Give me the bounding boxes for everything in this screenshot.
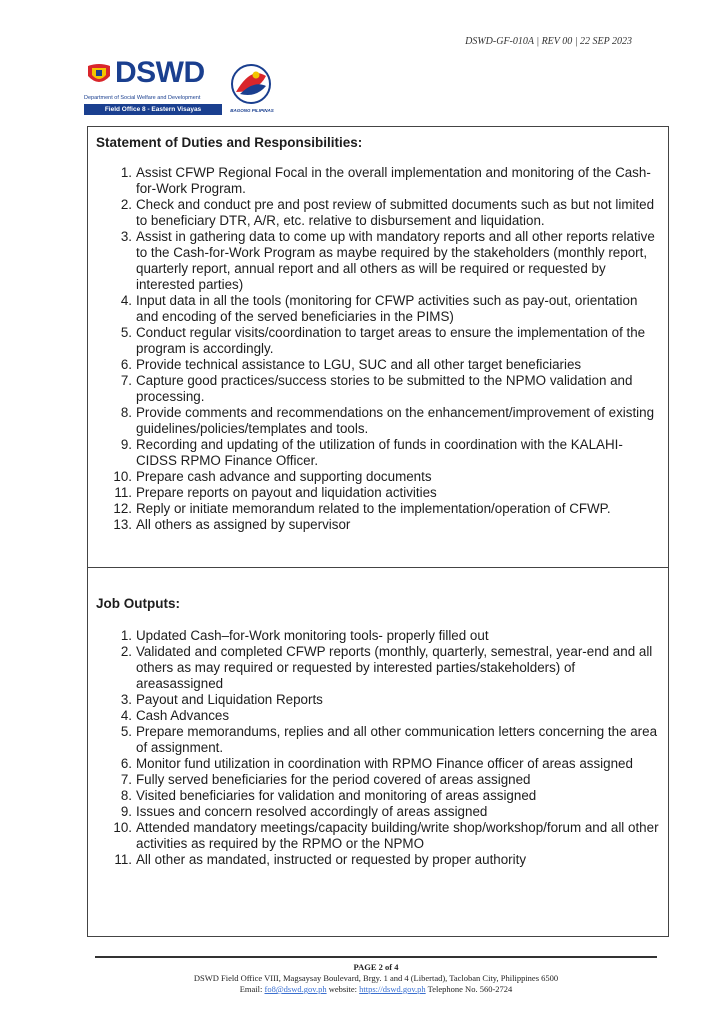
list-item: 12. Reply or initiate memorandum related to the implementation/operation of CFWP. xyxy=(113,501,611,516)
bagong-pilipinas-logo xyxy=(230,62,272,120)
bagong-pilipinas-text: BAGONG PILIPINAS xyxy=(230,108,274,113)
email-link[interactable]: fo8@dswd.gov.ph xyxy=(264,984,327,994)
list-item: 2. Check and conduct pre and post review of submitted documents such as but not limited to beneficiary DTR, A/R, etc. relative to disbursement and liquidation. xyxy=(120,197,655,228)
field-office-label: Field Office 8 - Eastern Visayas xyxy=(84,104,222,115)
list-item: 13. All others as assigned by supervisor xyxy=(113,517,351,532)
list-item: 11. All other as mandated, instructed or requested by proper authority xyxy=(114,852,527,867)
footer xyxy=(95,962,657,995)
outputs-list xyxy=(110,628,662,868)
footer-divider xyxy=(95,956,657,958)
list-item: 4. Input data in all the tools (monitoring for CFWP activities such as pay-out, orientation and encoding of the served beneficiaries in the PIMS) xyxy=(120,293,638,324)
logo-subtitle: Department of Social Welfare and Development xyxy=(84,95,201,101)
list-item: 1. Assist CFWP Regional Focal in the overall implementation and monitoring of the Cash-for-Work Program. xyxy=(120,165,651,196)
logo-wordmark: DSWD xyxy=(115,56,205,89)
outputs-title: Job Outputs: xyxy=(96,596,180,611)
list-item: 3. Payout and Liquidation Reports xyxy=(120,692,323,707)
list-item: 5. Conduct regular visits/coordination to target areas to ensure the implementation of the program is accordingly. xyxy=(120,325,646,356)
list-item: 3. Assist in gathering data to come up with mandatory reports and all other reports relative to the Cash-for-Work Program as maybe required by the stakeholders (monthly report, quarterly report, annual report and all others as will be required or requested by interested parties) xyxy=(120,229,655,292)
document-code: DSWD-GF-010A | REV 00 | 22 SEP 2023 xyxy=(465,36,632,47)
outputs-section xyxy=(87,566,669,937)
list-item: 7. Fully served beneficiaries for the period covered of areas assigned xyxy=(120,772,531,787)
bagong-pilipinas-emblem-icon xyxy=(230,62,272,108)
dswd-logo xyxy=(82,58,222,120)
list-item: 2. Validated and completed CFWP reports (monthly, quarterly, semestral, year-end and all others as may required or requested by interested parties/stakeholders) of areasassigned xyxy=(120,644,653,691)
list-item: 6. Monitor fund utilization in coordination with RPMO Finance officer of areas assigned xyxy=(120,756,633,771)
list-item: 7. Capture good practices/success stories to be submitted to the NPMO validation and processing. xyxy=(120,373,633,404)
list-item: 5. Prepare memorandums, replies and all other communication letters concerning the area of assignment. xyxy=(120,724,658,755)
duties-list xyxy=(110,165,662,533)
dswd-emblem-icon xyxy=(86,62,112,88)
list-item: 4. Cash Advances xyxy=(120,708,230,723)
list-item: 1. Updated Cash–for-Work monitoring tools- properly filled out xyxy=(120,628,489,643)
list-item: 8. Provide comments and recommendations on the enhancement/improvement of existing guidelines/policies/templates and tools. xyxy=(120,405,655,436)
duties-title: Statement of Duties and Responsibilities: xyxy=(96,135,363,150)
duties-section xyxy=(87,126,669,568)
list-item: 9. Issues and concern resolved accordingly of areas assigned xyxy=(120,804,488,819)
list-item: 8. Visited beneficiaries for validation and monitoring of areas assigned xyxy=(120,788,537,803)
website-label: website: xyxy=(328,984,358,994)
list-item: 9. Recording and updating of the utilization of funds in coordination with the KALAHI-CIDSS RPMO Finance Officer. xyxy=(120,437,623,468)
email-label: Email: xyxy=(239,984,263,994)
list-item: 10. Attended mandatory meetings/capacity building/write shop/workshop/forum and all other activities as required by the RPMO or the NPMO xyxy=(113,820,659,851)
list-item: 10. Prepare cash advance and supporting documents xyxy=(113,469,432,484)
list-item: 6. Provide technical assistance to LGU, SUC and all other target beneficiaries xyxy=(120,357,582,372)
telephone: Telephone No. 560-2724 xyxy=(427,984,513,994)
website-link[interactable]: https://dswd.gov.ph xyxy=(359,984,426,994)
footer-address: DSWD Field Office VIII, Magsaysay Boulevard, Brgy. 1 and 4 (Libertad), Tacloban City, Philippines 6500 xyxy=(193,973,559,983)
footer-contact xyxy=(95,984,657,995)
letterhead xyxy=(82,58,642,120)
list-item: 11. Prepare reports on payout and liquidation activities xyxy=(114,485,437,500)
page-number: PAGE 2 of 4 xyxy=(353,962,399,972)
